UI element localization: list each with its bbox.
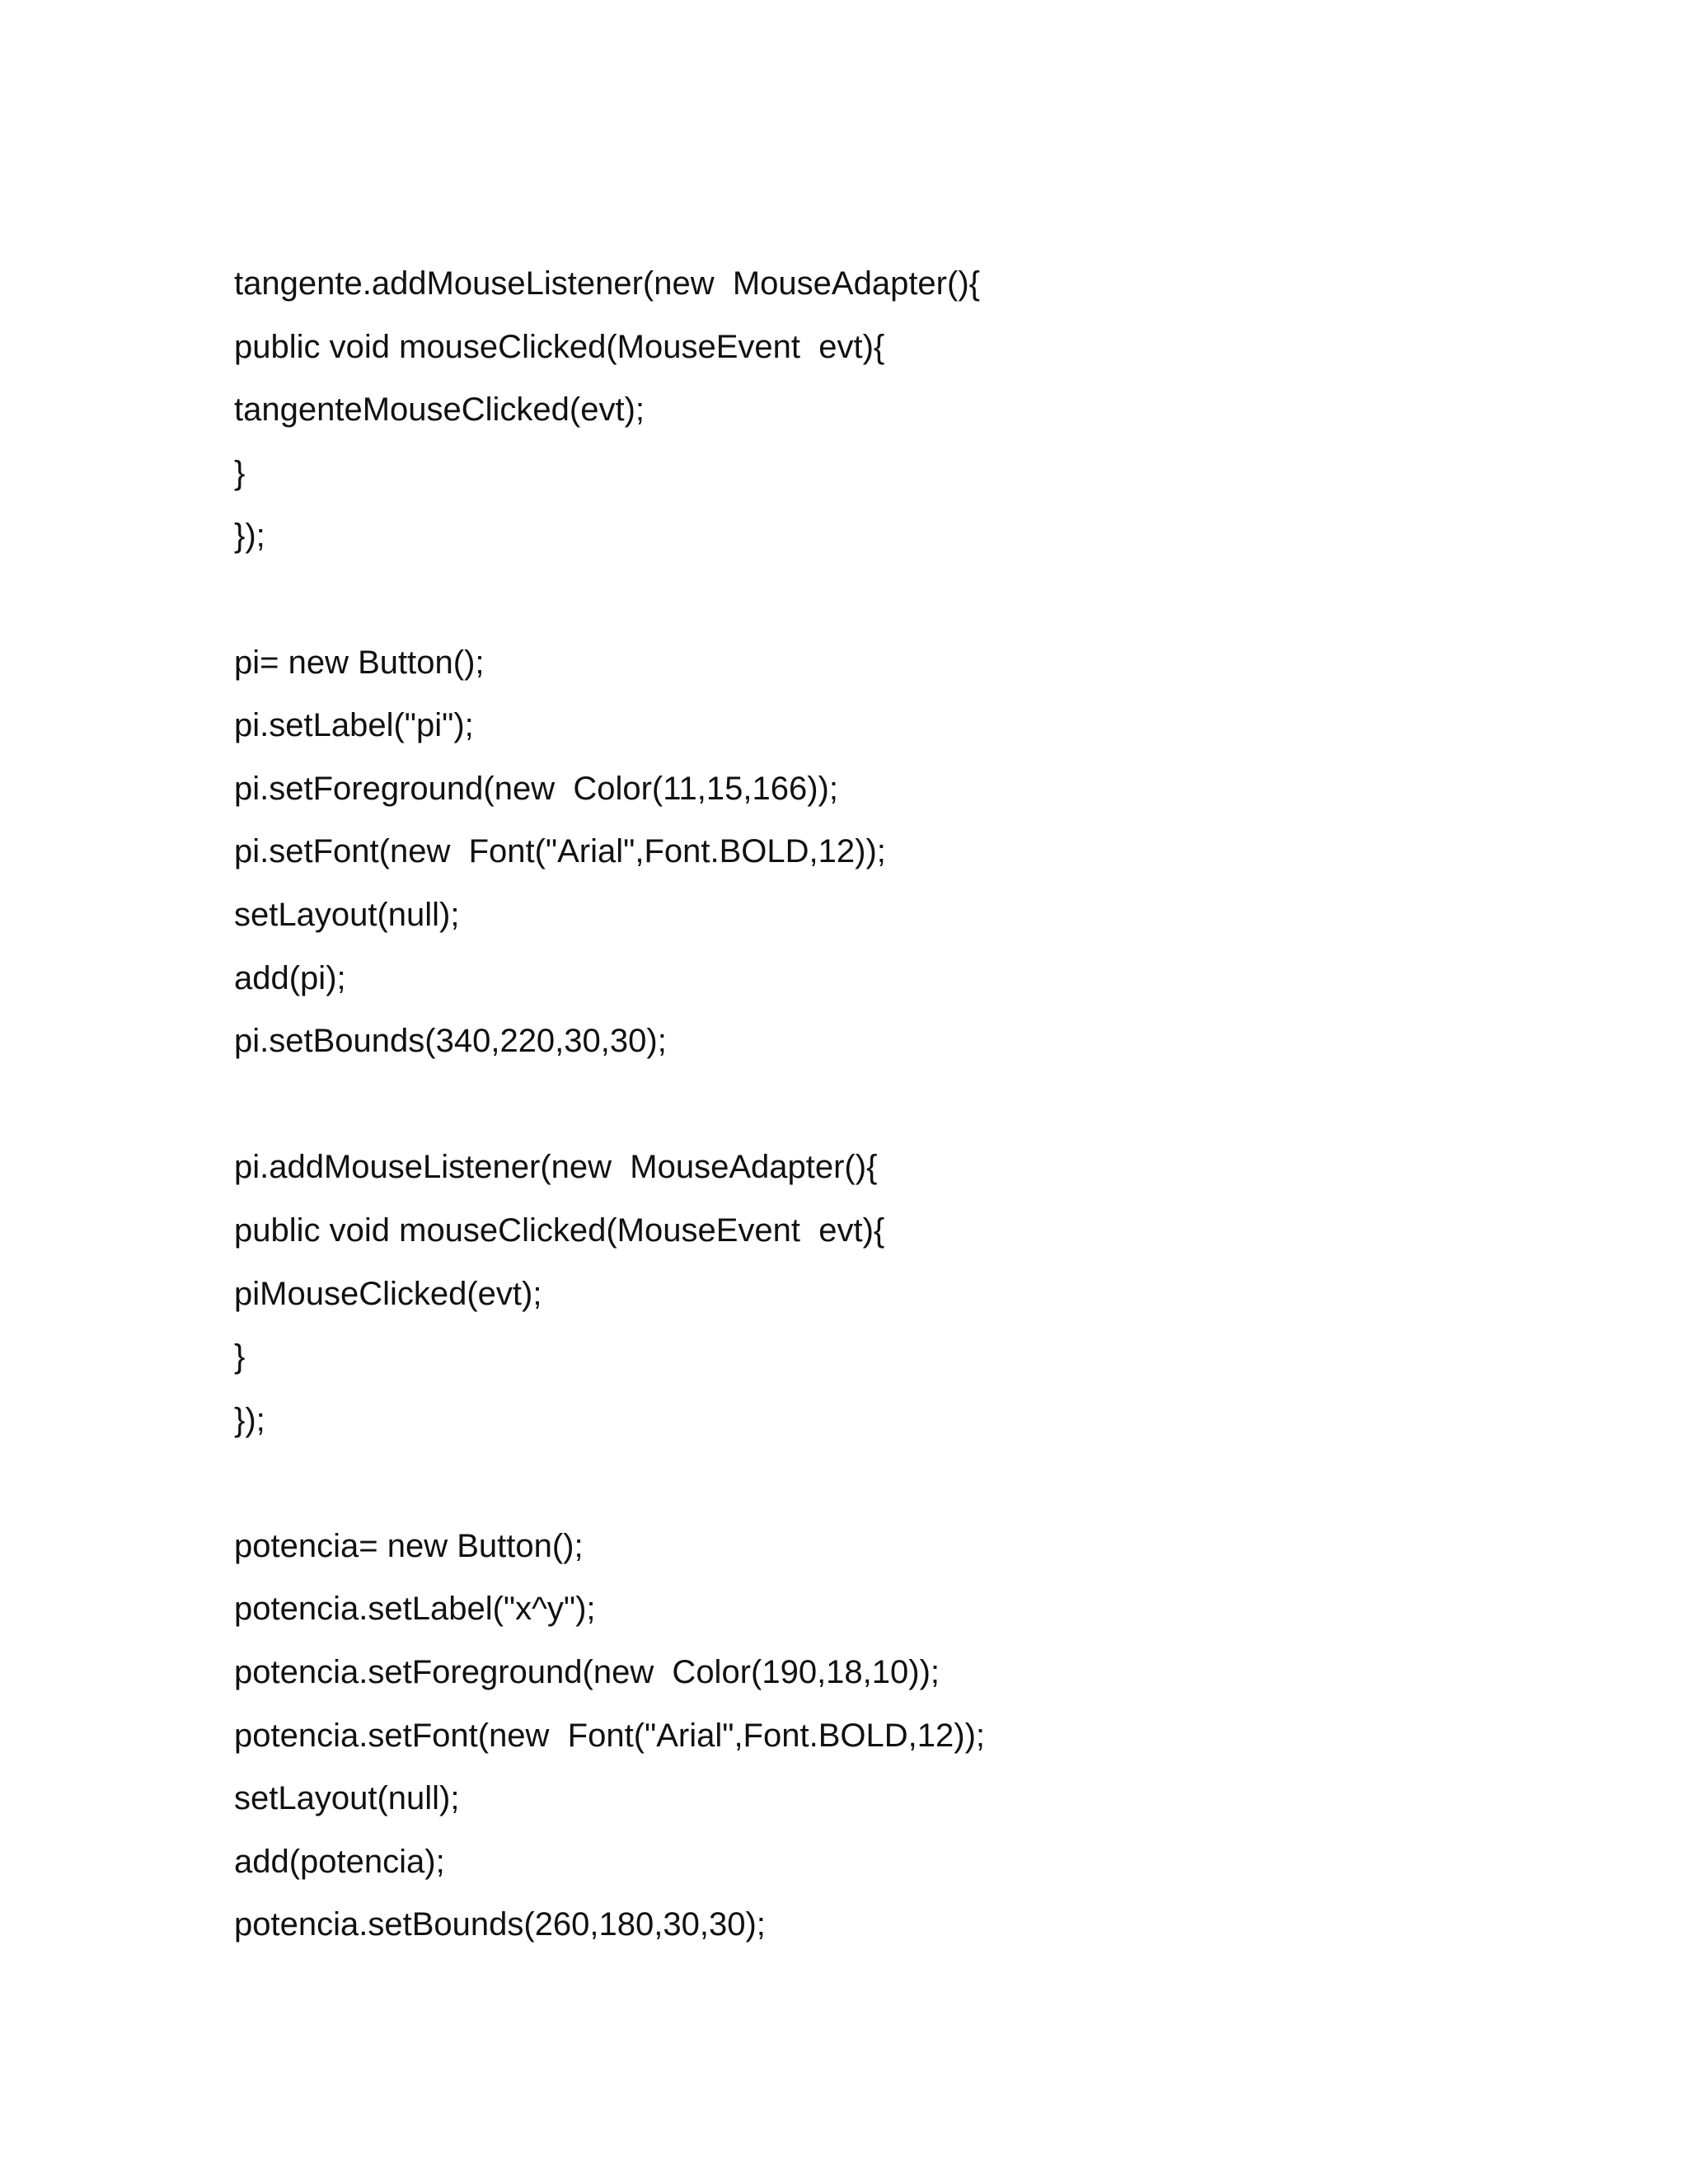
code-line: pi.setFont(new Font("Arial",Font.BOLD,12));	[234, 833, 886, 870]
code-line: potencia= new Button();	[234, 1527, 584, 1564]
code-line: setLayout(null);	[234, 1780, 460, 1817]
code-line: pi.setLabel("pi");	[234, 707, 474, 744]
code-line: }	[234, 454, 246, 491]
blank-line	[234, 568, 1635, 631]
code-line: tangente.addMouseListener(new MouseAdapter(){	[234, 265, 980, 302]
code-line: pi.addMouseListener(new MouseAdapter(){	[234, 1149, 878, 1186]
code-line: public void mouseClicked(MouseEvent evt){	[234, 1212, 885, 1249]
code-line: potencia.setLabel("x^y");	[234, 1591, 596, 1628]
code-line: potencia.setBounds(260,180,30,30);	[234, 1906, 766, 1943]
code-line: });	[234, 518, 265, 555]
code-line: pi.setBounds(340,220,30,30);	[234, 1023, 667, 1060]
code-line: potencia.setForeground(new Color(190,18,10));	[234, 1654, 940, 1691]
blank-line	[234, 1073, 1635, 1137]
code-line: potencia.setFont(new Font("Arial",Font.BOLD,12));	[234, 1717, 985, 1754]
code-line: setLayout(null);	[234, 896, 460, 933]
code-line: public void mouseClicked(MouseEvent evt){	[234, 328, 885, 365]
code-line: add(pi);	[234, 959, 346, 996]
code-line: }	[234, 1338, 246, 1376]
code-line: pi= new Button();	[234, 644, 485, 681]
code-listing	[234, 252, 1635, 1957]
code-line: });	[234, 1401, 265, 1438]
blank-line	[234, 1451, 1635, 1515]
code-line: piMouseClicked(evt);	[234, 1275, 542, 1312]
code-line: pi.setForeground(new Color(11,15,166));	[234, 770, 838, 807]
code-line: tangenteMouseClicked(evt);	[234, 391, 645, 429]
code-line: add(potencia);	[234, 1843, 445, 1880]
